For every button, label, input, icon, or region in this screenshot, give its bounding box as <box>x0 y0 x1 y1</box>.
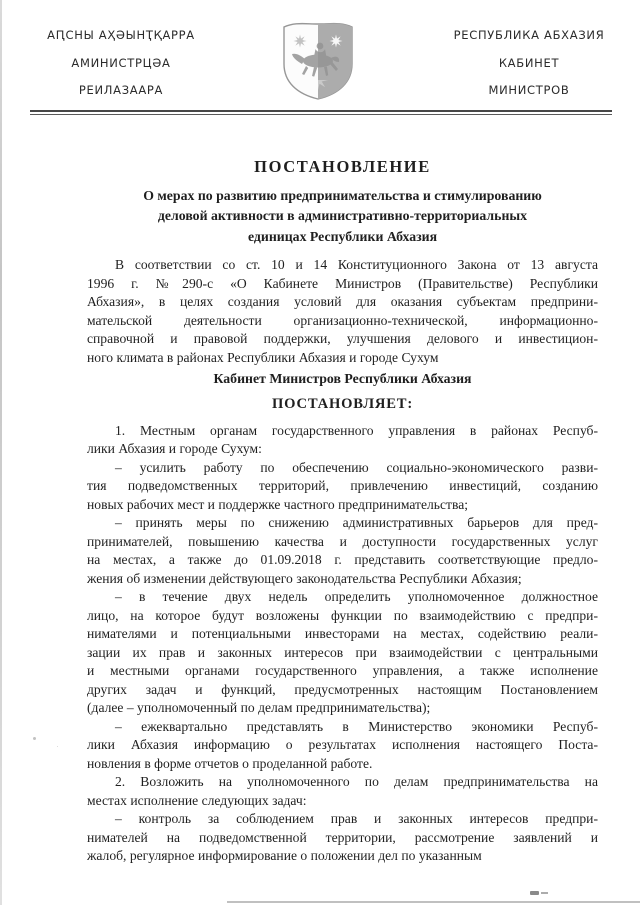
scan-edge-artifact <box>0 0 2 905</box>
body-line: – в течение двух недель определить уполномоченное должностное <box>115 589 598 605</box>
body-line: лики Абхазия и городе Сухум: <box>87 441 262 457</box>
body-line: местах исполнение следующих задач: <box>87 792 307 808</box>
body-line: – усилить работу по обеспечению социально-экономического разви- <box>115 459 598 475</box>
body-line: жения об изменении действующего законодательства Республики Абхазия; <box>87 570 522 586</box>
document-content <box>87 157 598 866</box>
body-line: лицо, на которое будут возложены функции по взаимодействию с предпри- <box>87 607 598 623</box>
letterhead-right <box>436 22 622 105</box>
body-line: – ежеквартально представлять в Министерство экономики Респуб- <box>115 718 598 734</box>
body-line: – контроль за соблюдением прав и законных интересов предпри- <box>115 811 598 827</box>
letterhead-line: РЕИЛАЗААРА <box>78 83 164 97</box>
body-line: других задач и функций, предусмотренных настоящим Постановлением <box>87 681 598 697</box>
body-line: 1. Местным органам государственного управления в районах Респуб- <box>115 422 598 438</box>
letterhead-line: АМИНИСТРЦӘА <box>71 55 171 70</box>
doc-subject-line: деловой активности в административно-территориальных <box>157 208 528 224</box>
body-line: (далее – уполномоченный по делам предпринимательства); <box>87 700 431 716</box>
body-line: – принять меры по снижению административных барьеров для пред- <box>115 515 598 531</box>
centered-heading: ПОСТАНОВЛЯЕТ: <box>272 396 413 413</box>
doc-type-title: ПОСТАНОВЛЕНИЕ <box>254 157 431 176</box>
letterhead-line: КАБИНЕТ <box>498 55 560 70</box>
body-line: и местными органами государственного управления, а также исполнение <box>87 663 598 679</box>
letterhead-divider <box>30 110 612 115</box>
centered-heading: Кабинет Министров Республики Абхазия <box>213 371 472 387</box>
body-line: новых рабочих мест и поддержке частного предпринимательства; <box>87 496 469 512</box>
body-line: ного климата в районах Республики Абхазия и городе Сухум <box>87 349 439 365</box>
scan-speck-artifact <box>33 737 36 740</box>
letterhead-line: МИНИСТРОВ <box>488 83 570 97</box>
body-line: 2. Возложить на уполномоченного по делам предпринимательства на <box>115 774 598 790</box>
body-line: принимателей, повышению качества и доступности государственных услуг <box>87 533 598 549</box>
body-line: Абхазия», в целях создания условий для оказания субъектам предприни- <box>87 294 598 310</box>
scan-speck-artifact <box>530 891 539 895</box>
scan-bottom-line-artifact <box>227 901 640 903</box>
doc-subject <box>87 186 598 247</box>
body-line: на местах, а также до 01.09.2018 г. представить соответствующие предло- <box>87 552 598 568</box>
body-line: новления в форме отчетов о проделанной работе. <box>87 755 373 771</box>
doc-subject-line: О мерах по развитию предпринимательства и стимулированию <box>143 188 542 203</box>
body-line: нимателей на подведомственной территории, рассмотрение заявлений и <box>87 829 598 845</box>
body-line: справочной и правовой поддержки, улучшения делового и инвестицион- <box>87 331 598 347</box>
doc-subject-line: единицах Республики Абхазия <box>247 228 438 244</box>
letterhead-line: АԤСНЫ АҲӘЫНҬҚАРРА <box>47 28 195 42</box>
body-line: тия подведомственных территорий, привлечению инвестиций, созданию <box>87 478 598 494</box>
letterhead-line: РЕСПУБЛИКА АБХАЗИЯ <box>453 28 605 42</box>
letterhead-left <box>28 22 214 105</box>
body-line: В соответствии со ст. 10 и 14 Конституционного Закона от 13 августа <box>115 257 598 273</box>
document-body <box>87 256 598 866</box>
body-line: нимателями и потенциальными инвесторами на местах, содействию реали- <box>87 626 598 642</box>
abkhazia-coat-of-arms-icon <box>281 16 355 104</box>
body-line: мательской деятельности организационно-технической, информационно- <box>87 312 598 328</box>
body-line: жалоб, регулярное информирование о положении дел по указанным <box>87 848 482 864</box>
body-line: 1996 г. №290-с «О Кабинете Министров (Правительстве) Республики <box>87 275 598 291</box>
body-line: зации их прав и законных интересов при взаимодействии с центральными <box>87 644 598 660</box>
body-line: лики Абхазия информацию о результатах исполнения настоящего Поста- <box>87 737 598 753</box>
